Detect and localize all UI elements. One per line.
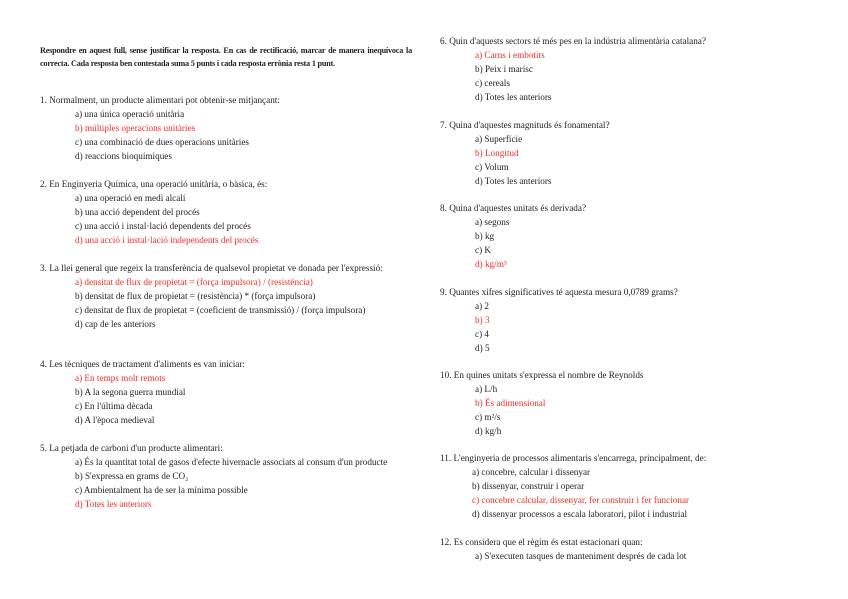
option[interactable]: a) una única operació unitària: [75, 109, 185, 119]
option[interactable]: a) concebre, calcular i dissenyar: [472, 467, 591, 477]
question-9: [440, 285, 820, 355]
option-correct[interactable]: a) Carns i embotits: [475, 50, 545, 60]
option[interactable]: c) una combinació de dues operacions unitàries: [75, 137, 249, 147]
option[interactable]: d) reaccions bioquímiques: [75, 151, 172, 161]
option[interactable]: d) cap de les anteriors: [75, 319, 156, 329]
option[interactable]: b) Peix i marisc: [475, 64, 533, 74]
option[interactable]: b) kg: [475, 231, 495, 241]
question-text: 5. La petjada de carboni d'un producte alimentari:: [40, 443, 223, 453]
option[interactable]: c) Ambientalment ha de ser la mínima possible: [75, 485, 248, 495]
question-6: [440, 34, 820, 104]
question-10: [440, 368, 820, 438]
question-text: 3. La llei general que regeix la transferència de qualsevol propietat ve donada per l'expressió:: [40, 263, 383, 273]
option[interactable]: b) densitat de flux de propietat = (resistència) * (força impulsora): [75, 291, 316, 301]
question-5: [40, 441, 410, 511]
option[interactable]: c) K: [475, 245, 492, 255]
question-4: [40, 357, 410, 427]
option-correct[interactable]: b) 3: [475, 315, 490, 325]
question-text: 6. Quin d'aquests sectors té més pes en la indústria alimentària catalana?: [440, 36, 706, 46]
option[interactable]: d) kg/h: [475, 426, 502, 436]
option[interactable]: a) Superfície: [475, 134, 523, 144]
option-correct[interactable]: d) kg/m³: [475, 259, 507, 269]
question-8: [440, 201, 820, 271]
option[interactable]: a) L/h: [475, 384, 498, 394]
question-text: 11. L'enginyeria de processos alimentaris s'encarrega, principalment, de:: [440, 453, 707, 463]
option[interactable]: a) 2: [475, 301, 490, 311]
option[interactable]: b) una acció dependent del procés: [75, 207, 200, 217]
question-2: [40, 177, 410, 247]
option[interactable]: c) cereals: [475, 78, 510, 88]
question-text: 12. Es considera que el règim és estat estacionari quan:: [440, 537, 643, 547]
option[interactable]: d) 5: [475, 343, 490, 353]
option[interactable]: a) És la quantitat total de gasos d'efecte hivernacle associats al consum d'un producte: [75, 457, 388, 467]
option-correct[interactable]: c) concebre calcular, dissenyar, fer construir i fer funcionar: [472, 495, 690, 505]
question-text: 1. Normalment, un producte alimentari pot obtenir-se mitjançant:: [40, 95, 280, 105]
option[interactable]: d) Totes les anteriors: [475, 176, 552, 186]
option[interactable]: d) A l'època medieval: [75, 415, 155, 425]
question-12: [440, 535, 820, 563]
option[interactable]: c) una acció i instal·lació dependents del procés: [75, 221, 251, 231]
option-correct[interactable]: a) En temps molt remots: [75, 373, 166, 383]
option-correct[interactable]: b) Longitud: [475, 148, 519, 158]
option-correct[interactable]: a) densitat de flux de propietat = (força impulsora) / (resistència): [75, 277, 313, 287]
question-text: 4. Les tècniques de tractament d'aliments es van iniciar:: [40, 359, 245, 369]
option[interactable]: b) A la segona guerra mundial: [75, 387, 186, 397]
question-1: [40, 93, 410, 163]
question-11: [440, 451, 820, 521]
option[interactable]: d) dissenyar processos a escala laboratori, pilot i industrial: [472, 509, 688, 519]
option[interactable]: a) segons: [475, 217, 510, 227]
instructions: Respondre en aquest full, sense justificar la resposta. En cas de rectificació, marcar de manera inequívoca la correcta. Cada resposta ben contestada suma 5 punts i cada resposta errònia resta 1 punt.: [40, 46, 412, 68]
option-correct[interactable]: d) Totes les anteriors: [75, 499, 152, 509]
question-text: 7. Quina d'aquestes magnituds és fonamental?: [440, 120, 610, 130]
question-7: [440, 118, 820, 188]
option-correct[interactable]: d) una acció i instal·lació independents del procés: [75, 235, 259, 245]
option[interactable]: c) Volum: [475, 162, 509, 172]
option[interactable]: c) 4: [475, 329, 490, 339]
option[interactable]: b) S'expressa en grams de CO₂: [75, 471, 189, 481]
question-3: [40, 261, 410, 331]
question-text: 8. Quina d'aquestes unitats és derivada?: [440, 203, 587, 213]
question-text: 2. En Enginyeria Química, una operació unitària, o bàsica, és:: [40, 179, 268, 189]
question-text: 9. Quantes xifres significatives té aquesta mesura 0,0789 grams?: [440, 287, 678, 297]
option[interactable]: a) una operació en medi alcalí: [75, 193, 186, 203]
option-correct[interactable]: b) És adimensional: [475, 398, 546, 408]
option[interactable]: c) m²/s: [475, 412, 501, 422]
question-text: 10. En quines unitats s'expressa el nombre de Reynolds: [440, 370, 644, 380]
option[interactable]: a) S'executen tasques de manteniment després de cada lot: [475, 551, 687, 561]
option-correct[interactable]: b) múltiples operacions unitàries: [75, 123, 196, 133]
option[interactable]: b) dissenyar, construir i operar: [472, 481, 585, 491]
option[interactable]: c) densitat de flux de propietat = (coeficient de transmissió) / (força impulsora): [75, 305, 366, 315]
option[interactable]: d) Totes les anteriors: [475, 92, 552, 102]
option[interactable]: c) En l'última dècada: [75, 401, 153, 411]
